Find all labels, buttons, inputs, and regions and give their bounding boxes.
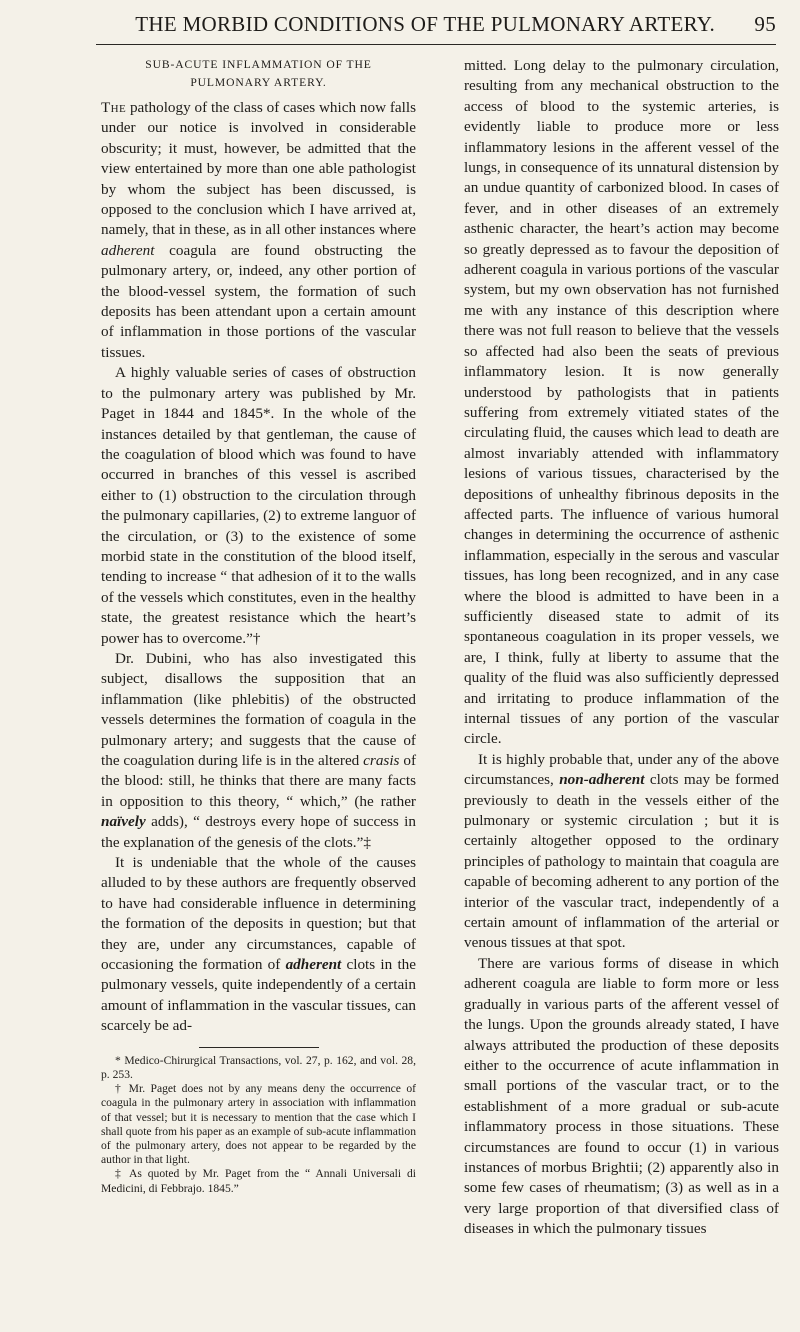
emphasis-text: non-adherent bbox=[559, 771, 645, 789]
footnote: * Medico-Chirurgical Transactions, vol. 27, p. 162, and vol. 28, p. 253. bbox=[101, 1053, 416, 1081]
footnotes bbox=[101, 1054, 416, 1196]
running-head bbox=[96, 12, 776, 37]
paragraph bbox=[464, 750, 779, 954]
footnote: ‡ As quoted by Mr. Paget from the “ Annali Universali di Medicini, di Febbrajo. 1845.” bbox=[101, 1167, 416, 1195]
page-number: 95 bbox=[754, 12, 776, 36]
paragraph-text: clots may be formed previously to death in the vessels either of the pulmonary or systemic circulation ; but it is certainly altogether opposed to the ordinary principles of pathology to maintain that coagula are capable of becoming adherent to any portion of the interior of the vascular tract, independently of a certain amount of inflammation of the arterial or venous tissues at that spot. bbox=[464, 771, 779, 952]
emphasis-text: adherent bbox=[285, 956, 342, 974]
paragraph-lead-word: The bbox=[101, 99, 127, 116]
paragraph: A highly valuable series of cases of obstruction to the pulmonary artery was published by Mr. Paget in 1844 and 1845*. In the whole of the instances detailed by that gentleman, the cause of the coagulation of blood which was found to have occurred in branches of this vessel is ascribed either to (1) obstruction to the circulation through the pulmonary capillaries, (2) to extreme languor of the circulation, or (3) to the existence of some morbid state in the constitution of the blood itself, tending to increase “ that adhesion of it to the walls of the vessels which constitutes, even in the healthy state, the greatest resistance which the heart’s power has to overcome.”† bbox=[101, 364, 416, 647]
running-head-title: THE MORBID CONDITIONS OF THE PULMONARY ARTERY. bbox=[135, 12, 716, 36]
emphasis-text: crasis bbox=[363, 752, 400, 769]
paragraph-text: pathology of the class of cases which now falls under our notice is involved in considerable obscurity; it must, however, be admitted that the view entertained by more than one able pathologist by whom the subject has been discussed, is opposed to the conclusion which I have arrived at, namely, that in these, as in all other instances where bbox=[101, 99, 416, 239]
paragraph bbox=[101, 853, 416, 1037]
paragraph-text: of the blood: still, he thinks that there are many facts in opposition to this theory, “ which,” (he rather bbox=[101, 752, 417, 810]
paragraph-text: It is undeniable that the whole of the causes alluded to by these authors are frequently observed to have had considerable influence in determining the formation of the deposits in question; but that they are, under any circumstances, capable of occasioning the formation of bbox=[101, 854, 416, 974]
emphasis-text: naïvely bbox=[101, 813, 146, 831]
left-column bbox=[101, 56, 416, 1196]
paragraph-text: Dr. Dubini, who has also investigated this subject, disallows the supposition that an inflammation (like phlebitis) of the obstructed vessels determines the formation of coagula in the pulmonary artery; and suggests that the cause of the coagulation during life is in the altered bbox=[101, 649, 416, 769]
section-heading-line-1: SUB-ACUTE INFLAMMATION OF THE bbox=[145, 58, 372, 71]
paragraph: There are various forms of disease in which adherent coagula are liable to form more or less gradually in various parts of the afferent vessel of the lungs. Upon the grounds already stated, I have always attributed the production of these deposits either to the occurrence of acute inflammation in small portions of the vascular tract, or to the establishment of a more gradual or sub-acute inflammatory process in those situations. These circumstances are found to occur (1) in various instances of morbus Brightii; (2) apparently also in some few cases of rheumatism; (3) as well as in a very large proportion of that diversified class of diseases in which the pulmonary tissues bbox=[464, 954, 779, 1238]
paragraph-text: clots in the pulmonary vessels, quite independently of a certain amount of inflammation in the vascular tissues, can scarcely be ad- bbox=[101, 956, 417, 1035]
paragraph: mitted. Long delay to the pulmonary circulation, resulting from any mechanical obstruction to the access of blood to the systemic arteries, is evidently liable to produce more or less inflammatory lesions in the afferent vessel of the lungs, in consequence of its unnatural distension by an undue quantity of carbonized blood. In cases of fever, and in other diseases of an extremely asthenic character, the heart’s action may become so greatly depressed as to favour the deposition of adherent coagula in various portions of the vascular system, but my own observation has not furnished me with any instance of this description where there was not full reason to believe that the vessels so affected had also been the seats of previous inflammatory lesion. It is now generally understood by pathologists that in patients suffering from extremely vitiated states of the circulating fluid, the causes which lead to death are almost invariably attended with inflammatory lesions of various tissues, characterised by the depositions of unhealthy fibrinous deposits in the affected parts. The influence of various humoral changes in determining the occurrence of asthenic inflammation, especially in the serous and vascular tissues, has long been recognized, and in any case where the blood is admitted to have been in a sufficiently diseased state to admit of its spontaneous coagulation in its proper vessels, we are, I think, fully at liberty to assume that the quality of the fluid was also sufficiently depressed and irritating to produce inflammation of the internal tissues of any portion of the vascular circle. bbox=[464, 57, 779, 748]
paragraph-text: It is highly probable that, under any of the above circumstances, bbox=[464, 750, 779, 789]
right-column bbox=[464, 56, 779, 1240]
paragraph bbox=[101, 649, 416, 853]
paragraph bbox=[101, 98, 416, 363]
section-heading-line-2: PULMONARY ARTERY. bbox=[190, 76, 327, 89]
paragraph-text: adds), “ destroys every hope of success in the explanation of the genesis of the clots.”‡ bbox=[101, 813, 416, 851]
paragraph-text: coagula are found obstructing the pulmonary artery, or, indeed, any other portion of the blood-vessel system, the formation of such deposits has been attendant upon a certain amount of inflammation in those portions of the vascular tissues. bbox=[101, 241, 416, 361]
section-heading bbox=[101, 56, 416, 92]
footnote: † Mr. Paget does not by any means deny the occurrence of coagula in the pulmonary artery in association with inflammation of that vessel; but it is necessary to mention that the case which I shall quote from his paper as an example of sub-acute inflammation of the pulmonary artery, does not appear to be regarded by the author in that light. bbox=[101, 1082, 416, 1167]
header-rule bbox=[96, 44, 776, 45]
footnote-rule bbox=[199, 1047, 319, 1048]
emphasis-text: adherent bbox=[101, 241, 155, 259]
